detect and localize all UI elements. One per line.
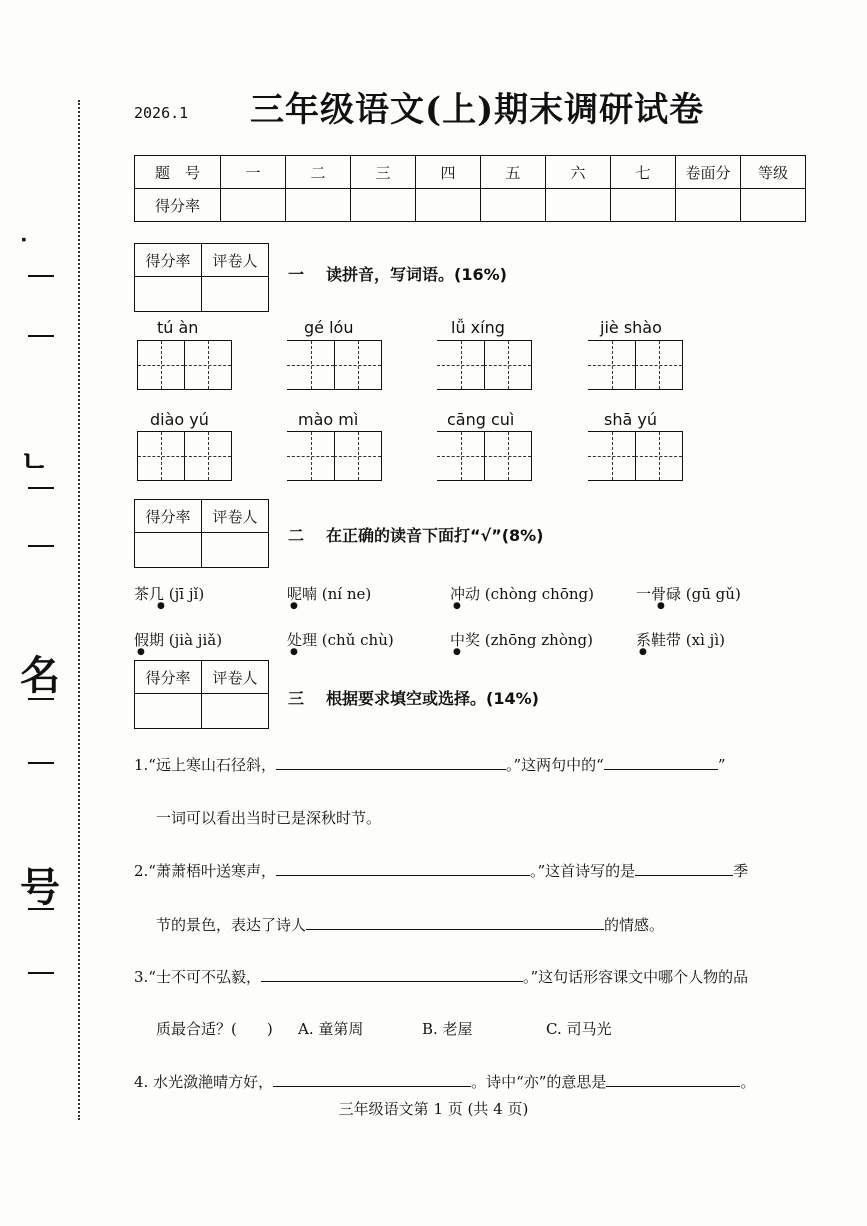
reading-options[interactable]: (xì jì): [685, 631, 725, 649]
column-grade: 等级: [741, 156, 806, 189]
score-cell[interactable]: [611, 189, 676, 222]
pinyin-prompt: diào yú: [150, 410, 209, 429]
grader-score-cell[interactable]: [135, 533, 202, 568]
column-appearance: 卷面分: [676, 156, 741, 189]
section-text: 读拼音，写词语。(16%): [326, 265, 507, 284]
score-cell[interactable]: [741, 189, 806, 222]
question-text: 4. 水光潋滟晴方好，: [134, 1073, 274, 1091]
column-2: 二: [286, 156, 351, 189]
emphasis-dot: ●: [639, 647, 647, 657]
grader-name-cell[interactable]: [202, 277, 269, 312]
question-text: 1.“远上寒山石径斜，: [134, 756, 276, 774]
question-4: [134, 1071, 755, 1092]
section-text: 根据要求填空或选择。(14%): [326, 689, 539, 708]
writing-grid-cell[interactable]: [334, 431, 382, 481]
grader-score-cell[interactable]: [135, 277, 202, 312]
pronunciation-item: [450, 629, 593, 650]
exam-date: 2026.1: [134, 104, 189, 122]
margin-dash: [28, 972, 54, 974]
word: 茶几: [134, 585, 165, 603]
emphasis-dot: ●: [137, 647, 145, 657]
grader-score-label: 得分率: [135, 244, 202, 277]
reading-options[interactable]: (zhōng zhòng): [484, 631, 593, 649]
reading-options[interactable]: (chǔ chù): [321, 631, 394, 649]
option-c[interactable]: C. 司马光: [546, 1020, 612, 1038]
margin-dash: [28, 545, 54, 547]
writing-grid-cell[interactable]: [437, 340, 485, 390]
word: 冲动: [450, 585, 481, 603]
writing-grid-cell[interactable]: [484, 431, 532, 481]
writing-grid-cell[interactable]: [437, 431, 485, 481]
answer-blank[interactable]: [276, 768, 506, 770]
score-cell[interactable]: [221, 189, 286, 222]
writing-grid-cell[interactable]: [635, 431, 683, 481]
pinyin-prompt: mào mì: [298, 410, 359, 429]
question-text: 质最合适？( ): [156, 1020, 273, 1038]
section-number: 二: [288, 526, 305, 545]
column-6: 六: [546, 156, 611, 189]
question-text: 。”这首诗写的是: [529, 862, 636, 880]
question-text: 季: [733, 862, 749, 880]
answer-blank[interactable]: [306, 928, 604, 930]
section-1-title: [288, 262, 507, 285]
emphasis-dot: ●: [290, 601, 298, 611]
grader-name-cell[interactable]: [202, 533, 269, 568]
emphasis-dot: ●: [453, 647, 461, 657]
question-text: 的情感。: [604, 916, 665, 934]
grader-box: [134, 499, 269, 568]
question-text: 。: [740, 1073, 756, 1091]
writing-grid-cell[interactable]: [137, 431, 185, 481]
emphasis-dot: ●: [290, 647, 298, 657]
column-7: 七: [611, 156, 676, 189]
score-cell[interactable]: [676, 189, 741, 222]
reading-options[interactable]: (chòng chōng): [484, 585, 594, 603]
option-a[interactable]: A. 童第周: [298, 1020, 364, 1038]
section-number: 一: [288, 265, 305, 284]
margin-char: ᐧ: [20, 226, 27, 256]
grader-name-label: 评卷人: [202, 661, 269, 694]
question-2-line-2: [156, 914, 664, 935]
grader-name-cell[interactable]: [202, 694, 269, 729]
word: 中奖: [450, 631, 481, 649]
section-2-title: [288, 523, 544, 546]
writing-grid-cell[interactable]: [635, 340, 683, 390]
question-text: 。诗中“亦”的意思是: [471, 1073, 607, 1091]
grader-box: [134, 243, 269, 312]
answer-blank[interactable]: [604, 768, 718, 770]
page-footer: 三年级语文第 1 页 (共 4 页): [338, 1100, 529, 1118]
writing-grid-cell[interactable]: [287, 431, 335, 481]
grader-score-label: 得分率: [135, 661, 202, 694]
word: 处理: [287, 631, 318, 649]
section-text: 在正确的读音下面打“√”(8%): [326, 526, 544, 545]
column-5: 五: [481, 156, 546, 189]
grader-name-label: 评卷人: [202, 500, 269, 533]
margin-dash: [28, 275, 54, 277]
question-text: 节的景色，表达了诗人: [156, 916, 307, 934]
pronunciation-item: [287, 629, 394, 650]
writing-grid-cell[interactable]: [184, 431, 232, 481]
writing-grid-cell[interactable]: [287, 340, 335, 390]
table-header-label: 题 号: [135, 156, 221, 189]
score-cell[interactable]: [481, 189, 546, 222]
emphasis-dot: ●: [453, 601, 461, 611]
row-label: 得分率: [135, 189, 221, 222]
pinyin-prompt: jiè shào: [600, 318, 662, 337]
option-b[interactable]: B. 老屋: [422, 1020, 473, 1038]
pronunciation-item: [134, 583, 204, 604]
section-number: 三: [288, 689, 305, 708]
reading-options[interactable]: (jià jiǎ): [168, 631, 223, 649]
column-4: 四: [416, 156, 481, 189]
question-1: [134, 754, 726, 775]
margin-dash: [28, 762, 54, 764]
pronunciation-item: [636, 583, 741, 604]
question-3: [134, 966, 748, 987]
page-title: 三年级语文(上)期末调研试卷: [250, 90, 705, 130]
column-3: 三: [351, 156, 416, 189]
writing-grid-cell[interactable]: [588, 340, 636, 390]
writing-grid-cell[interactable]: [334, 340, 382, 390]
grader-name-label: 评卷人: [202, 244, 269, 277]
pinyin-prompt: lǚ xíng: [451, 318, 505, 337]
question-text: 3.“士不可不弘毅，: [134, 968, 261, 986]
question-3-line-2: [156, 1018, 273, 1039]
writing-grid-cell[interactable]: [484, 340, 532, 390]
reading-options[interactable]: (ní ne): [321, 585, 372, 603]
question-text: 。”这句话形容课文中哪个人物的品: [522, 968, 749, 986]
margin-char: 号: [20, 864, 60, 911]
score-cell[interactable]: [286, 189, 351, 222]
question-text: 。”这两句中的“: [505, 756, 604, 774]
margin-char: 名: [20, 652, 60, 699]
score-cell[interactable]: [351, 189, 416, 222]
reading-options[interactable]: (gū gǔ): [685, 585, 741, 603]
margin-char: ㄴ: [20, 445, 49, 480]
answer-blank[interactable]: [276, 874, 530, 876]
pinyin-prompt: shā yú: [604, 410, 657, 429]
binding-dotted-line: [78, 100, 80, 1120]
word: 一骨碌: [636, 585, 682, 603]
writing-grid-cell[interactable]: [137, 340, 185, 390]
answer-blank[interactable]: [635, 874, 733, 876]
section-3-title: [288, 686, 539, 709]
emphasis-dot: ●: [157, 601, 165, 611]
word: 系鞋带: [636, 631, 682, 649]
emphasis-dot: ●: [657, 601, 665, 611]
score-cell[interactable]: [546, 189, 611, 222]
answer-blank[interactable]: [273, 1085, 471, 1087]
column-1: 一: [221, 156, 286, 189]
word: 假期: [134, 631, 165, 649]
pinyin-prompt: cāng cuì: [447, 410, 515, 429]
answer-blank[interactable]: [606, 1085, 740, 1087]
pronunciation-item: [636, 629, 725, 650]
grader-score-label: 得分率: [135, 500, 202, 533]
score-table: [134, 155, 806, 222]
grader-box: [134, 660, 269, 729]
question-2: [134, 860, 748, 881]
writing-grid-cell[interactable]: [588, 431, 636, 481]
question-text: ”: [717, 756, 726, 774]
pronunciation-item: [287, 583, 371, 604]
pronunciation-item: [450, 583, 594, 604]
reading-options[interactable]: (jī jǐ): [168, 585, 205, 603]
answer-blank[interactable]: [261, 980, 523, 982]
question-1-line-2: 一词可以看出当时已是深秋时节。: [156, 809, 382, 827]
writing-grid-cell[interactable]: [184, 340, 232, 390]
margin-dash: [28, 335, 54, 337]
word: 呢喃: [287, 585, 318, 603]
margin-dash: [28, 487, 54, 489]
score-cell[interactable]: [416, 189, 481, 222]
pinyin-prompt: gé lóu: [304, 318, 354, 337]
pinyin-prompt: tú àn: [157, 318, 199, 337]
pronunciation-item: [134, 629, 222, 650]
grader-score-cell[interactable]: [135, 694, 202, 729]
question-text: 2.“萧萧梧叶送寒声，: [134, 862, 276, 880]
